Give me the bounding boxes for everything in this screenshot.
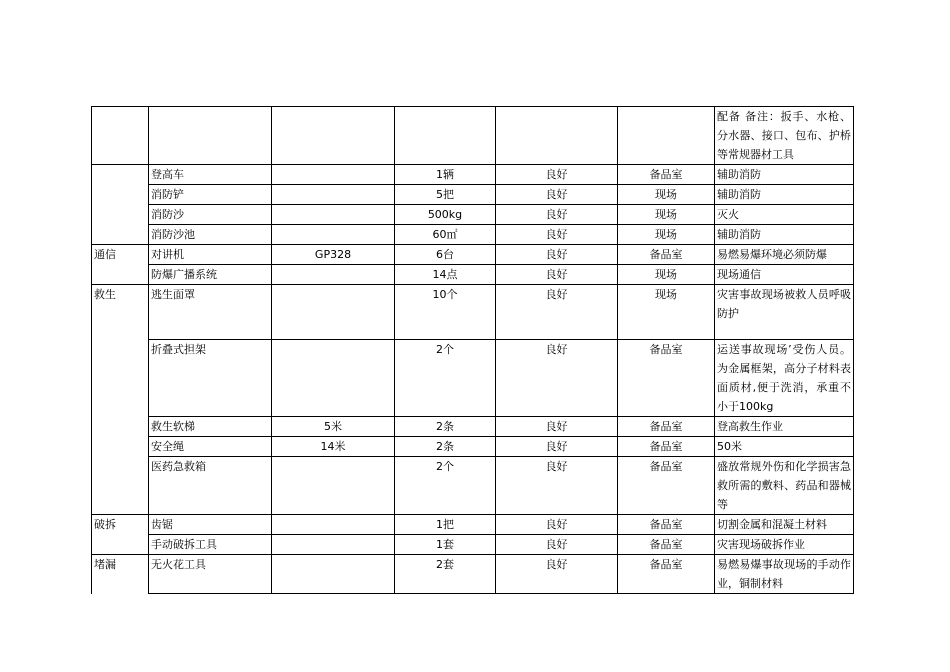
spec-cell: 5米 (272, 417, 395, 437)
spec-cell: GP328 (272, 245, 395, 265)
qty-cell: 6台 (395, 245, 496, 265)
status-cell: 良好 (496, 185, 618, 205)
qty-cell: 60㎡ (395, 225, 496, 245)
location-cell: 现场 (618, 265, 715, 285)
note-cell: 灾害事故现场被救人员呼吸防护 (715, 285, 854, 340)
note-cell: 易燃易爆环境必须防爆 (715, 245, 854, 265)
spec-cell (272, 340, 395, 417)
spec-cell (272, 515, 395, 535)
name-cell: 手动破拆工具 (149, 535, 272, 555)
table-row (92, 340, 854, 417)
category-cell: 救生 (92, 285, 149, 515)
location-cell: 备品室 (618, 340, 715, 417)
spec-cell (272, 165, 395, 185)
table-row (92, 437, 854, 457)
name-cell: 折叠式担架 (149, 340, 272, 417)
note-cell: 登高救生作业 (715, 417, 854, 437)
table-row (92, 205, 854, 225)
name-cell: 救生软梯 (149, 417, 272, 437)
spec-cell (272, 205, 395, 225)
name-cell: 防爆广播系统 (149, 265, 272, 285)
status-cell: 良好 (496, 205, 618, 225)
note-cell: 切割金属和混凝土材料 (715, 515, 854, 535)
qty-cell (395, 107, 496, 165)
table-row (92, 265, 854, 285)
spec-cell (272, 107, 395, 165)
qty-cell: 2条 (395, 417, 496, 437)
note-cell: 辅助消防 (715, 185, 854, 205)
name-cell: 医药急救箱 (149, 457, 272, 515)
qty-cell: 2个 (395, 457, 496, 515)
qty-cell: 14点 (395, 265, 496, 285)
note-cell: 盛放常规外伤和化学损害急救所需的敷料、药品和器械等 (715, 457, 854, 515)
location-cell: 备品室 (618, 457, 715, 515)
table-row (92, 417, 854, 437)
equipment-table (91, 106, 854, 594)
name-cell: 齿锯 (149, 515, 272, 535)
category-cell: 通信 (92, 245, 149, 285)
location-cell: 备品室 (618, 515, 715, 535)
spec-cell: 14米 (272, 437, 395, 457)
spec-cell (272, 535, 395, 555)
qty-cell: 2个 (395, 340, 496, 417)
spec-cell (272, 185, 395, 205)
name-cell: 对讲机 (149, 245, 272, 265)
status-cell: 良好 (496, 340, 618, 417)
table-row (92, 515, 854, 535)
location-cell: 备品室 (618, 555, 715, 594)
status-cell: 良好 (496, 437, 618, 457)
table-row (92, 285, 854, 340)
note-cell: 现场通信 (715, 265, 854, 285)
table-row (92, 225, 854, 245)
table-row (92, 457, 854, 515)
name-cell: 消防沙池 (149, 225, 272, 245)
name-cell: 消防铲 (149, 185, 272, 205)
name-cell: 消防沙 (149, 205, 272, 225)
category-cell (92, 107, 149, 165)
table-row (92, 245, 854, 265)
location-cell: 备品室 (618, 165, 715, 185)
spec-cell (272, 225, 395, 245)
qty-cell: 10个 (395, 285, 496, 340)
status-cell: 良好 (496, 555, 618, 594)
status-cell: 良好 (496, 285, 618, 340)
note-cell: 50米 (715, 437, 854, 457)
qty-cell: 2条 (395, 437, 496, 457)
location-cell: 现场 (618, 185, 715, 205)
location-cell: 备品室 (618, 535, 715, 555)
spec-cell (272, 285, 395, 340)
table-row (92, 185, 854, 205)
status-cell: 良好 (496, 225, 618, 245)
table-row (92, 165, 854, 185)
status-cell: 良好 (496, 265, 618, 285)
status-cell (496, 107, 618, 165)
qty-cell: 1把 (395, 515, 496, 535)
status-cell: 良好 (496, 245, 618, 265)
note-cell: 易燃易爆事故现场的手动作业，铜制材料 (715, 555, 854, 594)
name-cell (149, 107, 272, 165)
note-cell: 运送事故现场’受伤人员。为金属框架，高分子材料表面质材,便于洗消，承重不小于100kg (715, 340, 854, 417)
table-row (92, 535, 854, 555)
qty-cell: 1辆 (395, 165, 496, 185)
table-row (92, 107, 854, 165)
note-cell: 配备 备注：扳手、水枪、分水器、接口、包布、护桥等常规器材工具 (715, 107, 854, 165)
qty-cell: 1套 (395, 535, 496, 555)
status-cell: 良好 (496, 417, 618, 437)
category-cell: 堵漏 (92, 555, 149, 594)
location-cell: 备品室 (618, 245, 715, 265)
status-cell: 良好 (496, 515, 618, 535)
status-cell: 良好 (496, 535, 618, 555)
spec-cell (272, 555, 395, 594)
location-cell: 现场 (618, 225, 715, 245)
note-cell: 辅助消防 (715, 225, 854, 245)
location-cell: 现场 (618, 285, 715, 340)
note-cell: 辅助消防 (715, 165, 854, 185)
qty-cell: 5把 (395, 185, 496, 205)
name-cell: 逃生面罩 (149, 285, 272, 340)
qty-cell: 2套 (395, 555, 496, 594)
location-cell: 现场 (618, 205, 715, 225)
note-cell: 灾害现场破拆作业 (715, 535, 854, 555)
note-cell: 灭火 (715, 205, 854, 225)
status-cell: 良好 (496, 165, 618, 185)
spec-cell (272, 265, 395, 285)
qty-cell: 500kg (395, 205, 496, 225)
category-cell (92, 165, 149, 245)
table-row (92, 555, 854, 594)
location-cell: 备品室 (618, 417, 715, 437)
name-cell: 安全绳 (149, 437, 272, 457)
location-cell (618, 107, 715, 165)
status-cell: 良好 (496, 457, 618, 515)
category-cell: 破拆 (92, 515, 149, 555)
spec-cell (272, 457, 395, 515)
name-cell: 无火花工具 (149, 555, 272, 594)
name-cell: 登高车 (149, 165, 272, 185)
location-cell: 备品室 (618, 437, 715, 457)
